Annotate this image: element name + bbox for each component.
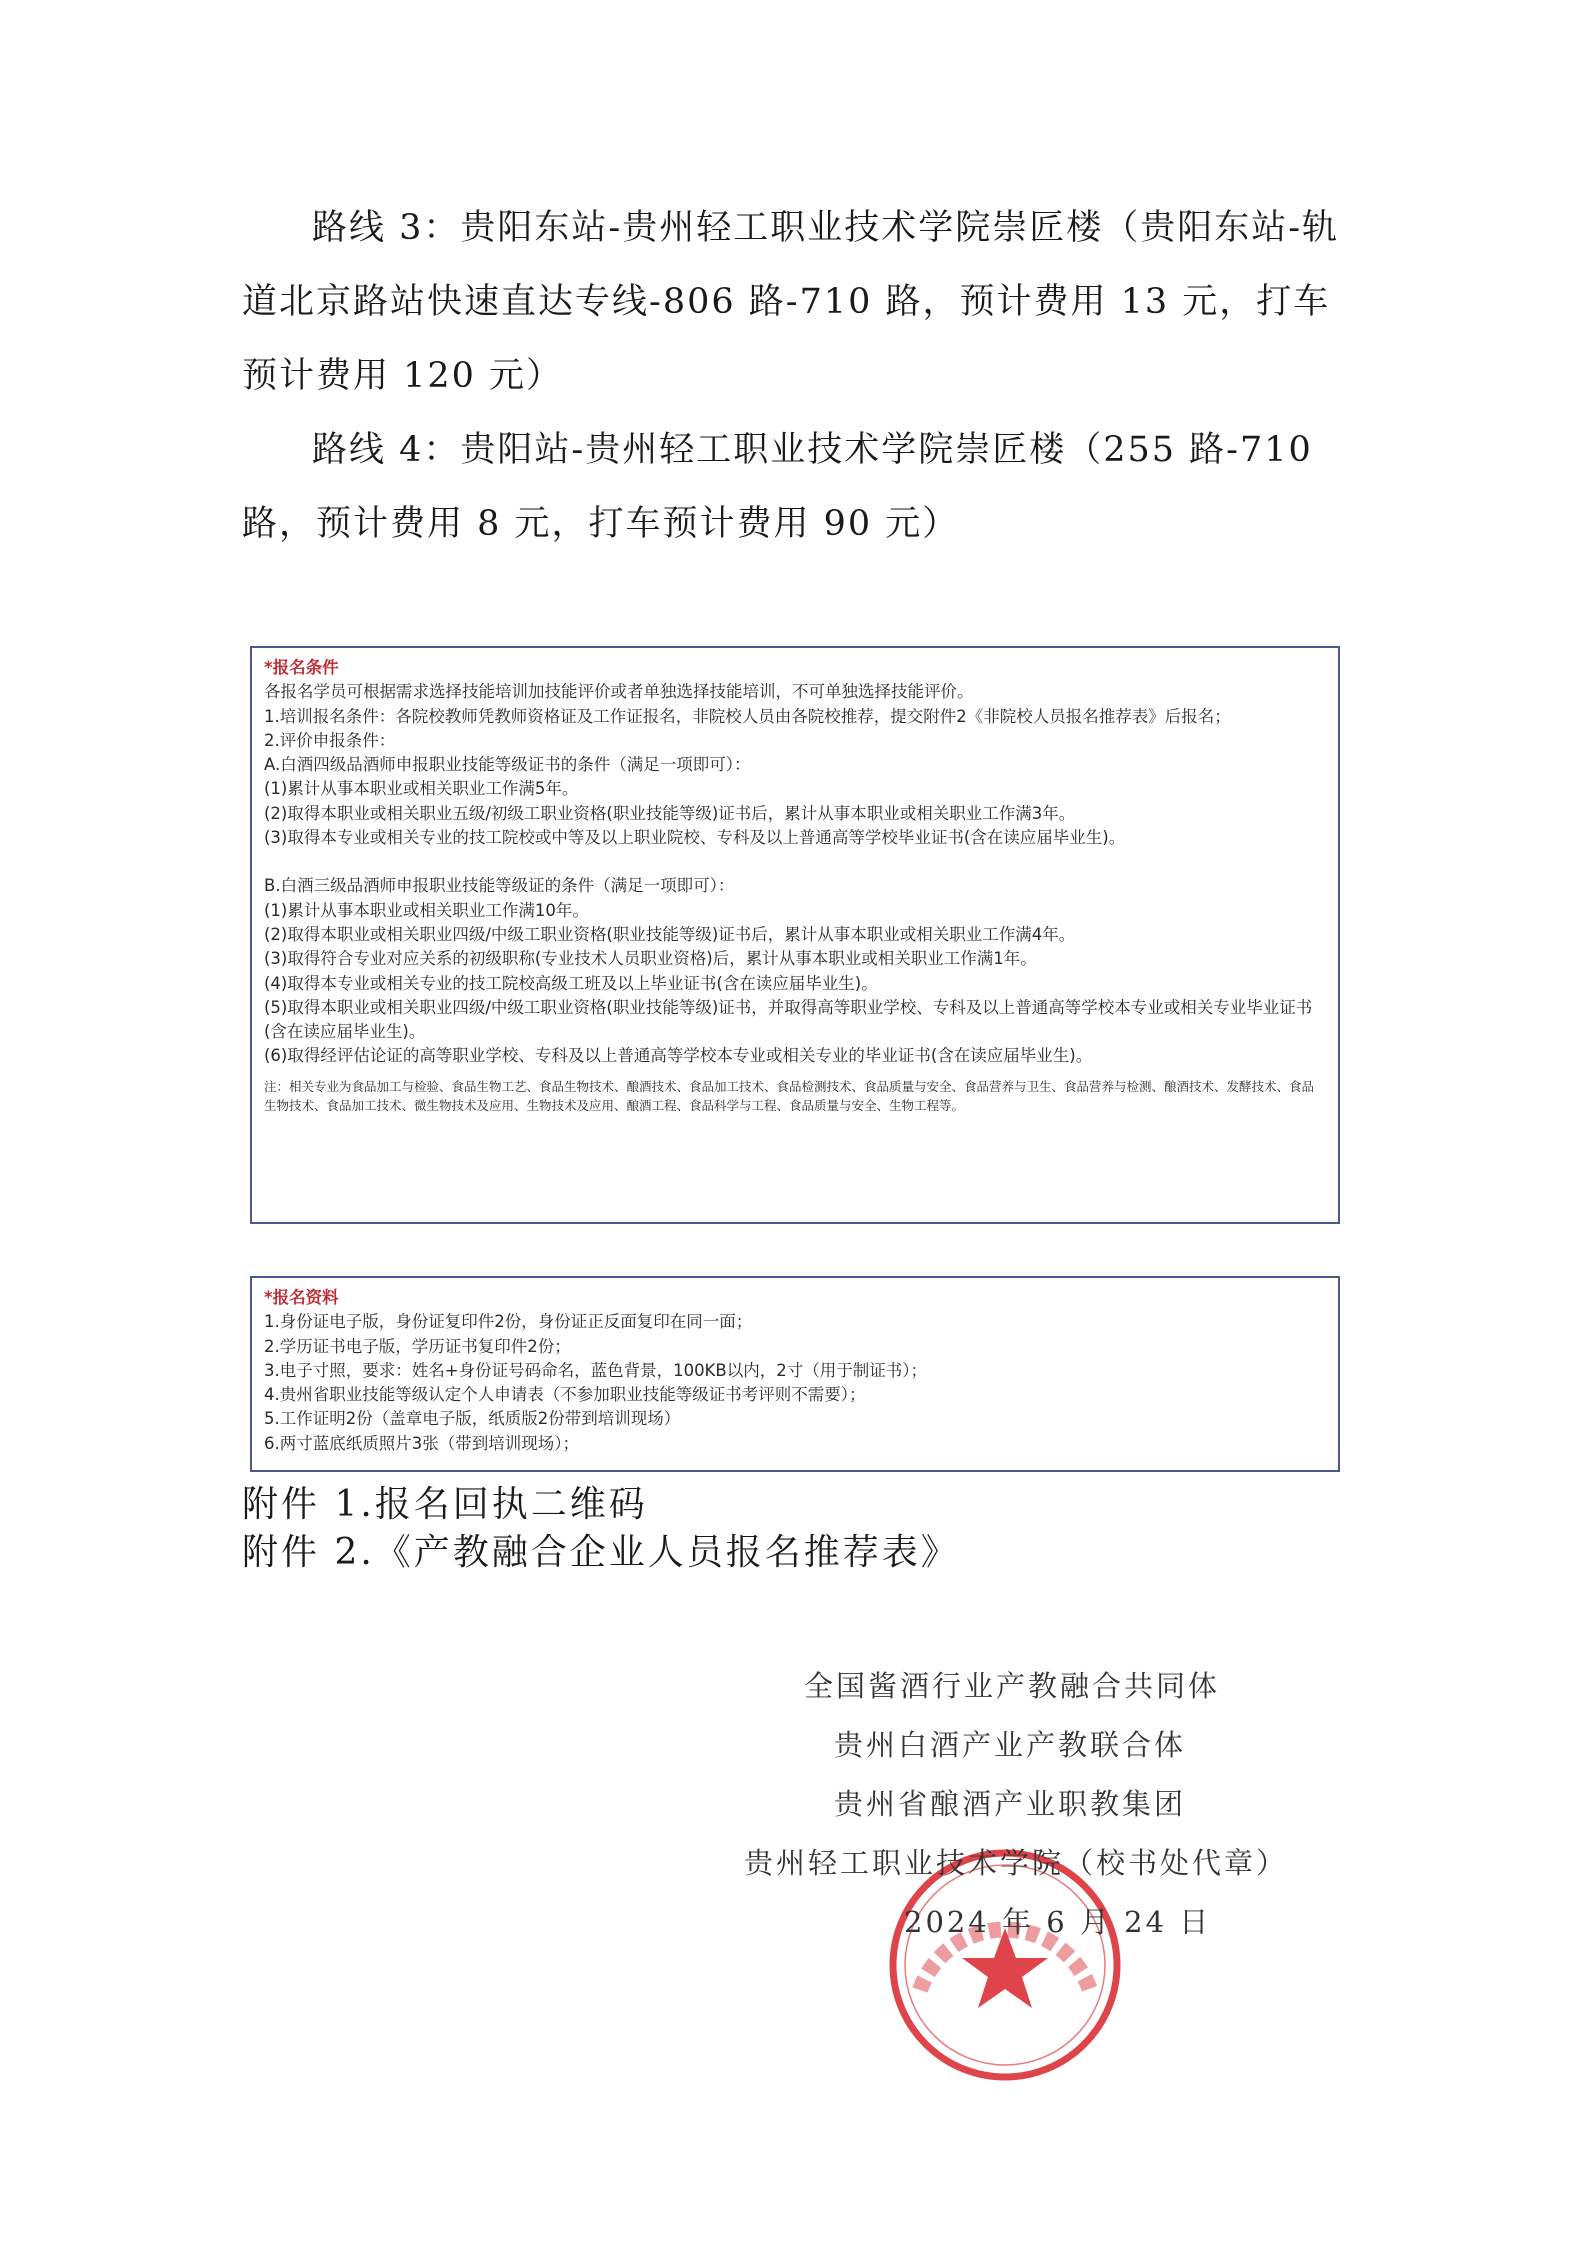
related-majors-note: 注：相关专业为食品加工与检验、食品生物工艺、食品生物技术、酿酒技术、食品加工技术、食品检测技术、食品质量与安全、食品营养与卫生、食品营养与检测、酿酒技术、发酵技术、食品生物技术、食品加工技术、微生物技术及应用、生物技术及应用、酿酒工程、食品科学与工程、食品质量与安全、生物工程等。 — [264, 1078, 1315, 1113]
level3-item-2: (2)取得本职业或相关职业四级/中级工职业资格(职业技能等级)证书后，累计从事本职业或相关职业工作满4年。 — [264, 924, 1076, 944]
registration-materials-box — [250, 1276, 1340, 1472]
materials-item-4: 4.贵州省职业技能等级认定个人申请表（不参加职业技能等级证书考评则不需要）； — [264, 1385, 866, 1405]
signatory-1: 全国酱酒行业产教融合共同体 — [804, 1669, 1221, 1703]
registration-conditions-box — [250, 646, 1340, 1224]
materials-item-6: 6.两寸蓝底纸质照片3张（带到培训现场）； — [264, 1433, 579, 1453]
attachment-2: 附件 2.《产教融合企业人员报名推荐表》 — [242, 1532, 960, 1573]
training-condition: 1.培训报名条件：各院校教师凭教师资格证及工作证报名，非院校人员由各院校推荐，提交附件2《非院校人员报名推荐表》后报名； — [264, 706, 1231, 726]
signatory-3: 贵州省酿酒产业职教集团 — [834, 1787, 1187, 1821]
route-4-paragraph: 路线 4：贵阳站-贵州轻工职业技术学院崇匠楼（255 路-710 路，预计费用 8 元，打车预计费用 90 元） — [242, 430, 1313, 544]
evaluation-condition-title: 2.评价申报条件： — [264, 730, 396, 750]
level4-item-2: (2)取得本职业或相关职业五级/初级工职业资格(职业技能等级)证书后，累计从事本职业或相关职业工作满3年。 — [264, 803, 1076, 823]
issue-date: 2024 年 6 月 24 日 — [904, 1905, 1212, 1939]
level3-item-3: (3)取得符合专业对应关系的初级职称(专业技术人员职业资格)后，累计从事本职业或相关职业工作满1年。 — [264, 949, 1037, 969]
level4-item-1: (1)累计从事本职业或相关职业工作满5年。 — [264, 779, 579, 799]
materials-item-1: 1.身份证电子版，身份证复印件2份，身份证正反面复印在同一面； — [264, 1312, 753, 1332]
signatory-4: 贵州轻工职业技术学院（校书处代章） — [744, 1846, 1289, 1880]
level3-item-1: (1)累计从事本职业或相关职业工作满10年。 — [264, 900, 589, 920]
materials-item-5: 5.工作证明2份（盖章电子版，纸质版2份带到培训现场） — [264, 1409, 681, 1429]
attachment-1: 附件 1.报名回执二维码 — [242, 1484, 648, 1525]
level4-item-3: (3)取得本专业或相关专业的技工院校或中等及以上职业院校、专科及以上普通高等学校毕业证书(含在读应届毕业生)。 — [264, 828, 1126, 848]
route-3-paragraph: 路线 3：贵阳东站-贵州轻工职业技术学院崇匠楼（贵阳东站-轨道北京路站快速直达专线-806 路-710 路，预计费用 13 元，打车预计费用 120 元） — [242, 208, 1340, 396]
level3-item-4: (4)取得本专业或相关专业的技工院校高级工班及以上毕业证书(含在读应届毕业生)。 — [264, 973, 878, 993]
level3-title: B.白酒三级品酒师申报职业技能等级证的条件（满足一项即可）： — [264, 876, 735, 896]
conditions-heading: *报名条件 — [264, 658, 339, 677]
signatory-2: 贵州白酒产业产教联合体 — [834, 1728, 1187, 1762]
level3-item-6: (6)取得经评估论证的高等职业学校、专科及以上普通高等学校本专业或相关专业的毕业证书(含在读应届毕业生)。 — [264, 1046, 1093, 1066]
conditions-intro: 各报名学员可根据需求选择技能培训加技能评价或者单独选择技能培训，不可单独选择技能评价。 — [264, 682, 974, 702]
materials-item-2: 2.学历证书电子版，学历证书复印件2份； — [264, 1336, 571, 1356]
materials-item-3: 3.电子寸照，要求：姓名+身份证号码命名，蓝色背景，100KB以内，2寸（用于制证书）； — [264, 1360, 927, 1380]
level4-title: A.白酒四级品酒师申报职业技能等级证书的条件（满足一项即可）： — [264, 755, 751, 775]
level3-item-5: (5)取得本职业或相关职业四级/中级工职业资格(职业技能等级)证书，并取得高等职业学校、专科及以上普通高等学校本专业或相关专业毕业证书(含在读应届毕业生)。 — [264, 997, 1313, 1042]
materials-heading: *报名资料 — [264, 1288, 339, 1307]
spacer — [264, 850, 1326, 874]
